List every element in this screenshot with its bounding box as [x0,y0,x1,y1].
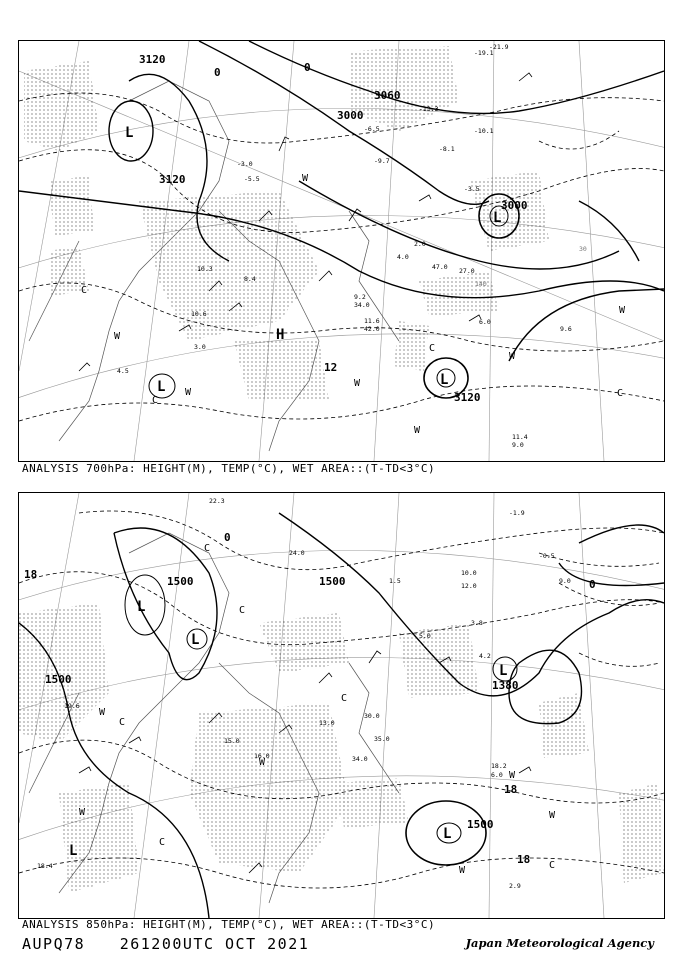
low-center: L [440,372,449,388]
cold-mark: C [159,837,166,848]
station-value: 11.6 [364,317,380,325]
contour-label: 0 [214,66,221,79]
cold-mark: C [549,860,556,871]
station-value: -5.5 [244,175,260,183]
station-value: -6.5 [364,125,380,133]
low-center: L [157,379,166,395]
warm-mark: W [509,770,516,781]
contour-label: 3120 [159,173,186,186]
station-value: 2.9 [509,882,521,890]
chart-id: AUPQ78 [22,935,86,953]
wet-areas [19,603,664,893]
warm-mark: W [354,378,361,389]
cold-mark: C [152,395,159,406]
cold-mark: C [239,605,246,616]
station-value: -3.5 [464,185,480,193]
station-value: 42.0 [364,325,380,333]
contour-label: 3120 [454,391,481,404]
station-value: 9.0 [559,577,571,585]
contour-label: 1380 [492,679,519,692]
warm-mark: W [79,807,86,818]
contour-label: 1500 [319,575,346,588]
station-value: 13.0 [319,719,335,727]
station-value: 10.6 [191,310,207,318]
valid-datetime: 261200UTC OCT 2021 [119,935,310,953]
low-center: L [499,663,508,679]
station-value: 27.0 [459,267,475,275]
station-value: 34.0 [352,755,368,763]
station-value: -19.1 [474,49,494,57]
station-value: 24.0 [289,549,305,557]
contour-label: 1500 [45,673,72,686]
station-value: 6.0 [491,771,503,779]
low-center: L [191,632,200,648]
station-value: 3.8 [471,619,483,627]
low-center: L [493,210,502,226]
station-value: 8.4 [244,275,256,283]
contour-label: 1500 [467,818,494,831]
warm-mark: W [549,810,556,821]
wet-areas [24,46,549,401]
station-value: 34.0 [354,301,370,309]
contour-label: 18 [517,853,531,866]
contour-label: 3120 [139,53,166,66]
station-value: 4.0 [397,253,409,261]
map-850hpa [19,493,664,918]
station-value: 3.0 [194,343,206,351]
station-value: -9.7 [374,157,390,165]
station-value: -0.5 [539,552,555,560]
station-value: 2.0 [414,240,426,248]
caption-700hpa: ANALYSIS 700hPa: HEIGHT(M), TEMP(°C), WET AREA::(T-TD<3°C) [22,462,436,475]
cold-mark: C [341,693,348,704]
station-value: 22.3 [209,497,225,505]
station-value: 10.0 [461,569,477,577]
station-value: 18.4 [37,862,53,870]
station-value: 16.0 [254,752,270,760]
isotherms [19,93,664,421]
grid-lines [19,41,664,461]
station-value: -21.9 [489,43,509,51]
contour-label: 1500 [167,575,194,588]
map-700hpa [19,41,664,461]
warm-mark: W [259,757,266,768]
warm-mark: W [619,305,626,316]
contour-label: 0 [304,61,311,74]
cold-mark: C [429,343,436,354]
contour-label: 18 [24,568,38,581]
contour-label: 18 [504,783,518,796]
station-value: 19.6 [64,702,80,710]
station-value: -1.9 [509,509,525,517]
contour-label: 3060 [374,89,401,102]
station-value: -3.0 [237,160,253,168]
caption-850hpa: ANALYSIS 850hPa: HEIGHT(M), TEMP(°C), WET AREA::(T-TD<3°C) [22,918,436,931]
warm-mark: W [185,387,192,398]
warm-mark: W [509,351,516,362]
contour-label: 0 [224,531,231,544]
agency-name: Japan Meteorological Agency [465,936,654,950]
contour-label: 3000 [501,199,528,212]
cold-mark: C [204,543,211,554]
contour-label: 3000 [337,109,364,122]
station-value: 9.0 [512,441,524,449]
station-value: 30.0 [364,712,380,720]
warm-mark: W [414,425,421,436]
station-value: 9.6 [560,325,572,333]
station-value: -13.3 [419,105,439,113]
station-value: 10.3 [197,265,213,273]
station-value: 18.2 [491,762,507,770]
station-value: 1.5 [389,577,401,585]
warm-mark: W [114,331,121,342]
station-value: -8.1 [439,145,455,153]
warm-mark: W [459,865,466,876]
station-value: 6.0 [479,318,491,326]
station-value: 47.0 [432,263,448,271]
station-value: 35.0 [374,735,390,743]
station-value: 9.2 [354,293,366,301]
cold-mark: C [81,285,88,296]
low-center: L [137,599,146,615]
height-contours [19,41,664,361]
footer-chart-code [22,935,309,953]
station-value: -10.1 [474,127,494,135]
low-center: L [125,125,134,141]
contour-label: 12 [324,361,338,374]
cold-mark: C [119,717,126,728]
low-center: L [69,843,78,859]
map-panel-850hpa [18,492,665,919]
lat-label: 30 [579,245,587,253]
station-value: 12.0 [461,582,477,590]
station-value: 15.0 [224,737,240,745]
station-value: 4.5 [117,367,129,375]
station-value: 11.4 [512,433,528,441]
cold-mark: C [617,388,624,399]
warm-mark: W [99,707,106,718]
station-value: 4.2 [479,652,491,660]
map-panel-700hpa [18,40,665,462]
high-center: H [276,327,285,343]
warm-mark: W [302,173,309,184]
low-center: L [443,826,452,842]
contour-label: 0 [589,578,596,591]
station-value: 5.0 [419,632,431,640]
